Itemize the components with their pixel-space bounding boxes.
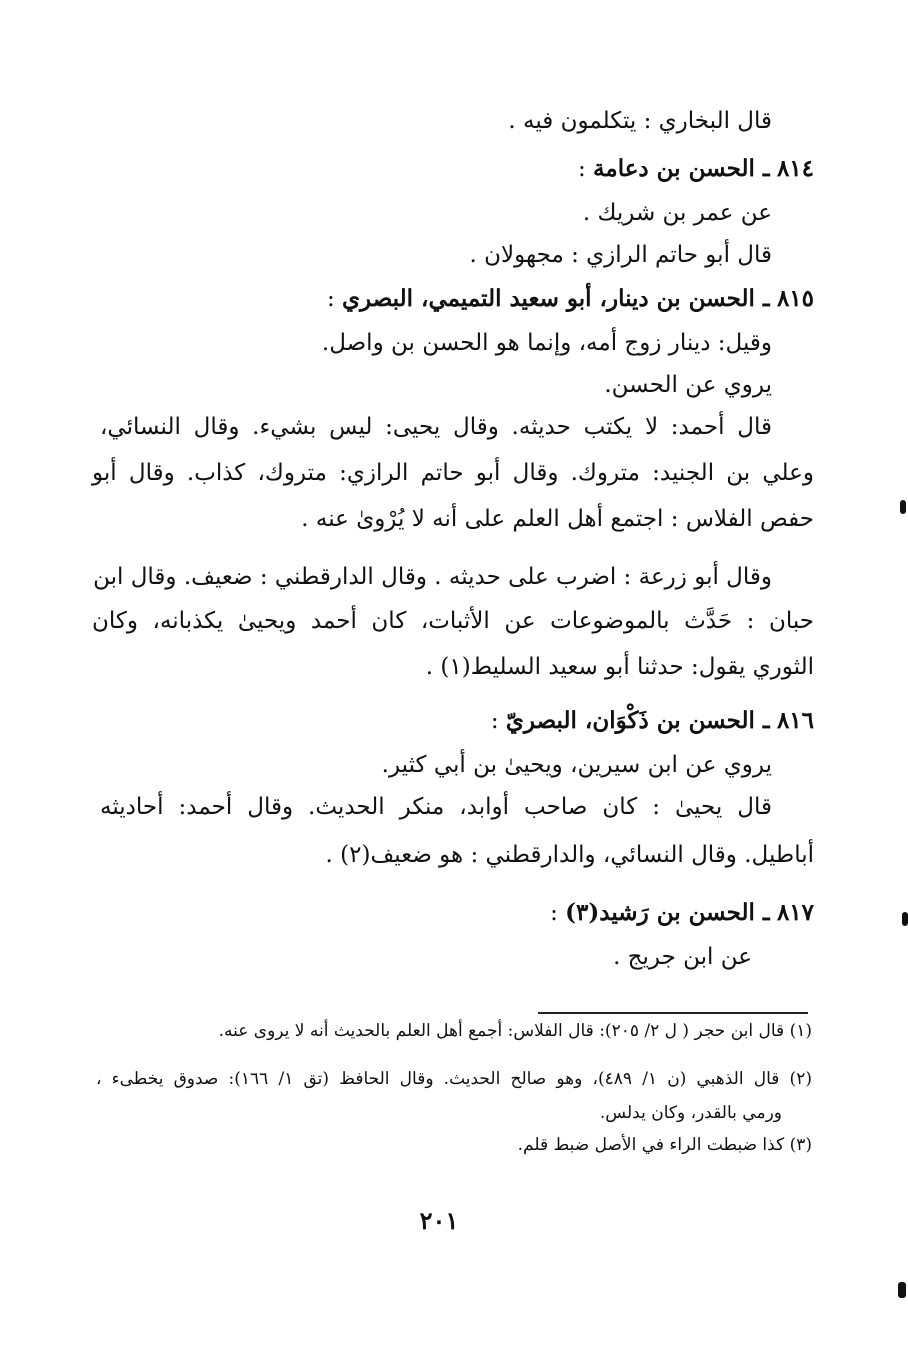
line-text: قال أحمد: لا يكتب حديثه. وقال يحيى: ليس بشيء. وقال النسائي، <box>100 414 772 440</box>
page-number: ٢٠١ <box>419 1206 459 1235</box>
line-text: قال البخاري : يتكلمون فيه . <box>508 108 772 134</box>
line-text: عن عمر بن شريك . <box>582 200 772 226</box>
entry-name: ـ الحسن بن رَشيد(٣) <box>565 899 770 926</box>
footnote-text: (١) قال ابن حجر ( ل ٢/ ٢٠٥): قال الفلاس: أجمع أهل العلم بالحديث أنه لا يروى عنه. <box>218 1021 812 1041</box>
entry-colon: : <box>577 156 586 182</box>
footnote-text: (٢) قال الذهبي (ن ١/ ٤٨٩)، وهو صالح الحديث. وقال الحافظ (تق ١/ ١٦٦): صدوق يخطىء ، <box>96 1069 812 1089</box>
entry-name: ـ الحسن بن دعامة <box>593 155 770 182</box>
scan-mark <box>900 500 906 514</box>
text-line <box>301 502 814 536</box>
entry-number: ٨١٧ <box>776 899 814 926</box>
text-line <box>100 410 772 444</box>
text-line <box>92 604 814 638</box>
entry-colon: : <box>490 708 499 734</box>
entry-colon: : <box>550 900 558 926</box>
entry-name: ـ الحسن بن ذَكْوَان، البصريّ <box>505 707 770 734</box>
line-text: يروي عن الحسن. <box>604 372 772 398</box>
entry-number: ٨١٦ <box>776 707 814 734</box>
text-line <box>326 838 814 872</box>
footnote-3 <box>518 1132 812 1158</box>
footnote-1 <box>219 1018 812 1044</box>
entry-number: ٨١٥ <box>776 285 814 312</box>
footnote-2-continued <box>600 1100 782 1126</box>
text-line <box>93 560 772 594</box>
entry-heading-815 <box>327 282 814 316</box>
text-line <box>426 650 814 684</box>
footnote-text: (٣) كذا ضبطت الراء في الأصل ضبط قلم. <box>517 1135 812 1155</box>
line-text: الثوري يقول: حدثنا أبو سعيد السليط(١) . <box>425 654 814 680</box>
text-line <box>100 790 772 824</box>
line-text: أباطيل. وقال النسائي، والدارقطني : هو ضعيف(٢) . <box>325 842 814 868</box>
text-line <box>604 368 772 402</box>
text-line <box>613 940 752 974</box>
text-line <box>92 456 814 490</box>
entry-colon: : <box>326 286 335 312</box>
entry-number: ٨١٤ <box>776 155 814 182</box>
line-text: حبان : حَدَّث بالموضوعات عن الأثبات، كان أحمد ويحيىٰ يكذبانه، وكان <box>92 608 814 634</box>
entry-heading-817 <box>550 896 814 930</box>
line-text: حفص الفلاس : اجتمع أهل العلم على أنه لا يُرْوىٰ عنه . <box>301 506 814 532</box>
text-line <box>382 748 772 782</box>
text-line <box>583 196 772 230</box>
footnote-separator <box>538 1012 808 1014</box>
line-text: عن ابن جريج . <box>613 944 752 970</box>
line-text: وقال أبو زرعة : اضرب على حديثه . وقال الدارقطني : ضعيف. وقال ابن <box>93 564 772 590</box>
entry-heading-814 <box>578 152 814 186</box>
line-text: يروي عن ابن سيرين، ويحيىٰ بن أبي كثير. <box>381 752 772 778</box>
entry-name: ـ الحسن بن دينار، أبو سعيد التميمي، البصري <box>342 285 770 312</box>
line-text: قال يحيىٰ : كان صاحب أوابد، منكر الحديث. وقال أحمد: أحاديثه <box>100 794 772 820</box>
entry-heading-816 <box>491 704 814 738</box>
scan-mark <box>902 912 908 926</box>
line-text: وعلي بن الجنيد: متروك. وقال أبو حاتم الرازي: متروك، كذاب. وقال أبو <box>92 460 814 486</box>
text-line <box>508 104 772 138</box>
scan-mark <box>898 1282 906 1298</box>
footnote-2 <box>96 1066 812 1092</box>
text-line <box>322 326 772 360</box>
line-text: قال أبو حاتم الرازي : مجهولان . <box>469 242 772 268</box>
text-line <box>470 238 773 272</box>
line-text: وقيل: دينار زوج أمه، وإنما هو الحسن بن واصل. <box>321 330 772 356</box>
footnote-text: ورمي بالقدر، وكان يدلس. <box>599 1103 782 1123</box>
